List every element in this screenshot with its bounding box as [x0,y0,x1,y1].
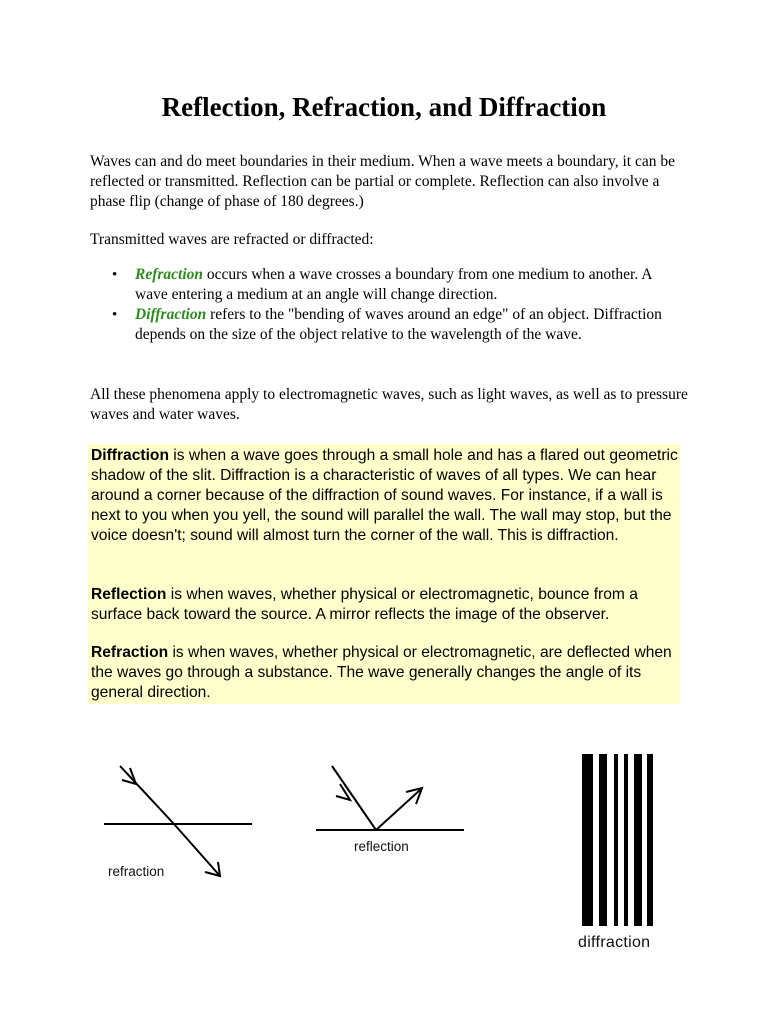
bullet-list [90,265,670,345]
definition-text: is when waves, whether physical or electromagnetic, are deflected when the waves go through a substance. The wave generally changes the angle of its general direction. [91,644,672,701]
page-title: Reflection, Refraction, and Diffraction [161,92,607,122]
bullet-icon: • [112,267,118,283]
definition-diffraction [91,446,681,546]
definition-reflection [91,585,681,625]
em-paragraph: All these phenomena apply to electromagnetic waves, such as light waves, as well as to pressure waves and water waves. [90,386,688,423]
definition-term: Diffraction [91,447,169,464]
intro-paragraph: Waves can and do meet boundaries in their medium. When a wave meets a boundary, it can be reflected or transmitted. Reflection can be partial or complete. Reflection can also involve a phase flip (change of phase of 180 degrees.) [90,153,675,210]
diffraction-pattern [580,754,660,930]
bullet-term: Refraction [135,266,204,283]
reflection-label: reflection [354,839,409,854]
definition-refraction [91,643,681,703]
bullet-icon: • [112,307,118,323]
bullet-term: Diffraction [135,306,207,323]
refraction-label: refraction [108,864,165,879]
bullet-item-diffraction [90,305,670,345]
definition-term: Refraction [91,644,169,661]
diffraction-label: diffraction [578,934,651,951]
definition-term: Reflection [91,586,167,603]
definition-text: is when a wave goes through a small hole and has a flared out geometric shadow of the slit. Diffraction is a characteristic of waves of all types. We can hear around a corner because of the diffraction of sound waves. For instance, if a wall is next to you when you yell, the sound will parallel the wall. The wall may stop, but the voice doesn't; sound will almost turn the corner of the wall. This is diffraction. [91,447,678,544]
transmitted-paragraph: Transmitted waves are refracted or diffracted: [90,231,374,248]
bullet-item-refraction [90,265,670,305]
bullet-text: occurs when a wave crosses a boundary from one medium to another. A wave entering a medium at an angle will change direction. [135,266,652,303]
reflection-diagram [312,762,472,842]
bullet-text: refers to the "bending of waves around an edge" of an object. Diffraction depends on the size of the object relative to the wavelength of the wave. [135,306,662,343]
definition-text: is when waves, whether physical or electromagnetic, bounce from a surface back toward the source. A mirror reflects the image of the observer. [91,586,638,623]
